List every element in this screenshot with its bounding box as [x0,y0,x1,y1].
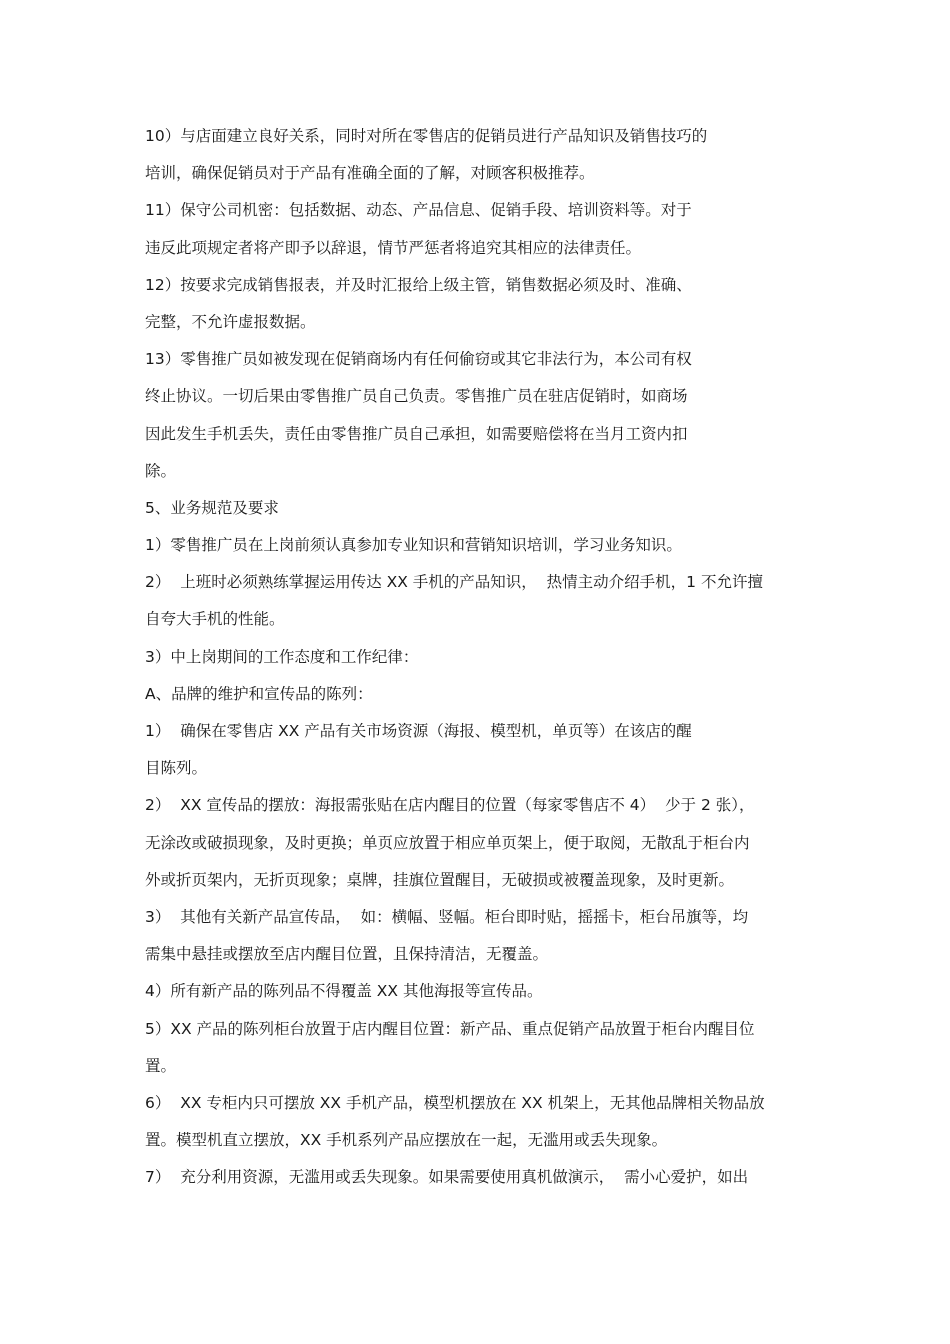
subsection-heading: A、品牌的维护和宣传品的陈列： [145,684,373,703]
text-line: 11）保守公司机密：包括数据、动态、产品信息、促销手段、培训资料等。对于 [145,201,692,220]
text-line: 目陈列。 [145,759,208,778]
text-line: 自夸大手机的性能。 [145,610,285,629]
text-line: 因此发生手机丢失，责任由零售推广员自己承担，如需要赔偿将在当月工资内扣 [145,424,688,443]
text-line: 2） XX 宣传品的摆放：海报需张贴在店内醒目的位置（每家零售店不 4） 少于 2 张）， [145,796,755,815]
text-line: 置。 [145,1056,177,1075]
text-line: 3） 其他有关新产品宣传品， 如：横幅、竖幅。柜台即时贴，摇摇卡，柜台吊旗等，均 [145,907,749,926]
text-line: 12）按要求完成销售报表，并及时汇报给上级主管，销售数据必须及时、准确、 [145,275,692,294]
text-line: 2） 上班时必须熟练掌握运用传达 XX 手机的产品知识， 热情主动介绍手机，1 不允许擅 [145,573,763,592]
text-line: 1） 确保在零售店 XX 产品有关市场资源（海报、模型机，单页等）在该店的醒 [145,722,692,740]
text-line: 无涂改或破损现象，及时更换；单页应放置于相应单页架上，便于取阅，无散乱于柜台内 [145,833,750,852]
text-line: 置。模型机直立摆放，XX 手机系列产品应摆放在一起，无滥用或丢失现象。 [145,1131,668,1150]
text-line: 外或折页架内，无折页现象；桌牌，挂旗位置醒目，无破损或被覆盖现象，及时更新。 [145,870,735,889]
text-line: 完整，不允许虚报数据。 [145,312,316,331]
text-line: 5）XX 产品的陈列柜台放置于店内醒目位置：新产品、重点促销产品放置于柜台内醒目位 [145,1019,755,1038]
text-line: 7） 充分利用资源，无滥用或丢失现象。如果需要使用真机做演示， 需小心爱护，如出 [145,1168,749,1187]
text-line: 3）中上岗期间的工作态度和工作纪律： [145,647,419,666]
document-body [145,124,815,1202]
text-line: 需集中悬挂或摆放至店内醒目位置，且保持清洁，无覆盖。 [145,945,549,964]
text-line: 10）与店面建立良好关系，同时对所在零售店的促销员进行产品知识及销售技巧的 [145,127,708,145]
text-line: 13）零售推广员如被发现在促销商场内有任何偷窃或其它非法行为，本公司有权 [145,350,692,369]
text-line: 除。 [145,461,177,480]
text-line: 违反此项规定者将产即予以辞退，情节严惩者将追究其相应的法律责任。 [145,238,642,257]
section-heading: 5、业务规范及要求 [145,498,279,517]
text-line: 终止协议。一切后果由零售推广员自己负责。零售推广员在驻店促销时，如商场 [145,387,688,406]
text-line: 培训，确保促销员对于产品有准确全面的了解，对顾客积极推荐。 [145,164,595,183]
text-line: 4）所有新产品的陈列品不得覆盖 XX 其他海报等宣传品。 [145,982,543,1001]
text-line: 1）零售推广员在上岗前须认真参加专业知识和营销知识培训，学习业务知识。 [145,536,682,555]
text-line: 6） XX 专柜内只可摆放 XX 手机产品，模型机摆放在 XX 机架上，无其他品牌相关物品放 [145,1093,765,1112]
